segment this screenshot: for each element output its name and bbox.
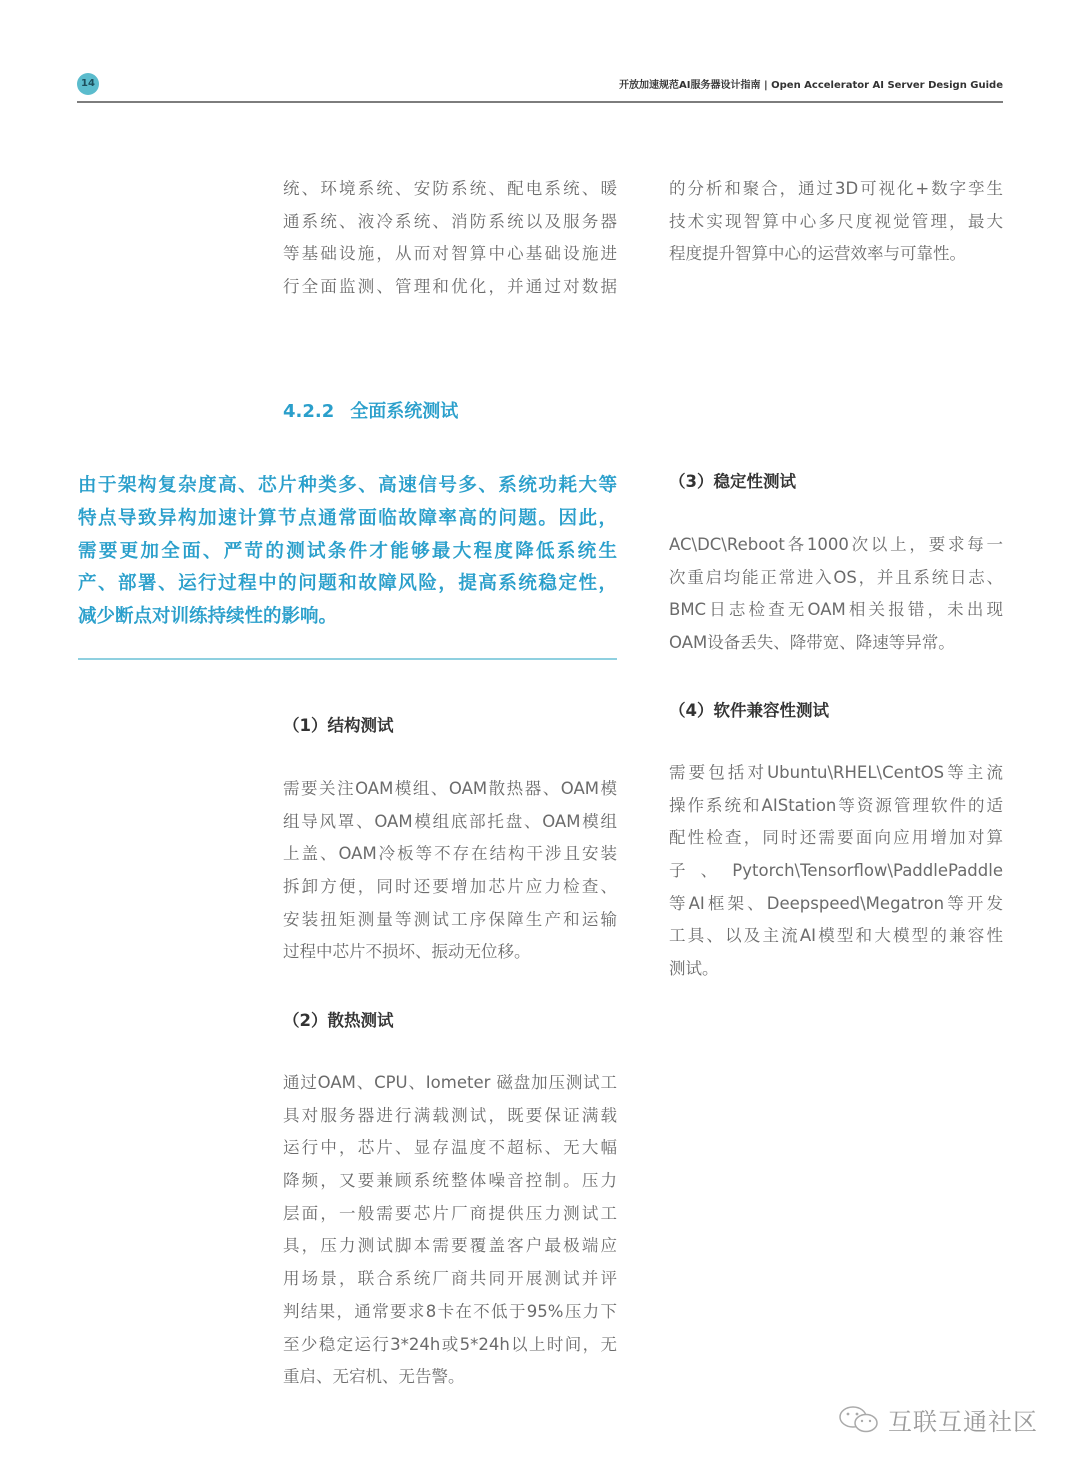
text-line: 需要包括对Ubuntu\RHEL\CentOS等主流 [669, 763, 1003, 782]
text-line: 降频，又要兼顾系统整体噪音控制。压力 [283, 1171, 617, 1191]
text-line: 至少稳定运行3*24h或5*24h以上时间，无 [283, 1334, 617, 1354]
text-line: 特点导致异构加速计算节点通常面临故障率高的问题。因此， [78, 507, 617, 529]
text-line: 配性检查，同时还需要面向应用增加对算 [669, 828, 1003, 848]
text-line: 组导风罩、OAM模组底部托盘、OAM模组 [283, 811, 617, 831]
text-line: 通系统、液冷系统、消防系统以及服务器 [283, 211, 617, 231]
text-line: 测试。 [669, 959, 719, 979]
text-line: 重启、无宕机、无告警。 [283, 1367, 465, 1387]
running-header-title: 开放加速规范AI服务器设计指南 | Open Accelerator AI Server Design Guide [619, 80, 1003, 91]
top-right-paragraph [669, 173, 1003, 271]
subsection-title-software-compat: （4）软件兼容性测试 [669, 701, 829, 720]
intro-highlight-paragraph [78, 470, 617, 634]
text-line: 子、Pytorch\Tensorflow\PaddlePaddle [669, 861, 1003, 881]
watermark [838, 1402, 1038, 1437]
text-line: AC\DC\Reboot各1000次以上，要求每一 [669, 535, 1003, 554]
section-heading [283, 397, 458, 423]
text-line: 由于架构复杂度高、芯片种类多、高速信号多、系统功耗大等 [78, 475, 617, 496]
text-line: 工具、以及主流AI模型和大模型的兼容性 [669, 926, 1003, 946]
text-line: 操作系统和AIStation等资源管理软件的适 [669, 795, 1003, 815]
text-line: 程度提升智算中心的运营效率与可靠性。 [669, 244, 966, 264]
text-line: 减少断点对训练持续性的影响。 [78, 606, 338, 628]
text-line: 具，压力测试脚本需要覆盖客户最极端应 [283, 1236, 617, 1256]
text-line: 等基础设施，从而对智算中心基础设施进 [283, 244, 617, 264]
text-line: 上盖、OAM冷板等不存在结构干涉且安装 [283, 844, 617, 864]
subsection-title-structure: （1）结构测试 [283, 716, 394, 735]
text-line: 具对服务器进行满载测试，既要保证满载 [283, 1105, 617, 1125]
subsection-title-stability: （3）稳定性测试 [669, 472, 796, 491]
text-line: 安装扭矩测量等测试工序保障生产和运输 [283, 909, 617, 929]
text-line: 统、环境系统、安防系统、配电系统、暖 [283, 179, 617, 198]
text-line: 次重启均能正常进入OS，并且系统日志、 [669, 567, 1003, 587]
text-line: OAM设备丢失、降带宽、降速等异常。 [669, 633, 955, 653]
text-line: 技术实现智算中心多尺度视觉管理，最大 [669, 211, 1003, 231]
text-line: 通过OAM、CPU、Iometer 磁盘加压测试工 [283, 1073, 617, 1092]
text-line: 产、部署、运行过程中的问题和故障风险，提高系统稳定性， [78, 573, 617, 595]
text-line: 层面，一般需要芯片厂商提供压力测试工 [283, 1203, 617, 1223]
section-number: 4.2.2 [283, 401, 335, 422]
text-line: 过程中芯片不损坏、振动无位移。 [283, 942, 531, 962]
header-rule [77, 101, 1003, 103]
text-line: 行全面监测、管理和优化，并通过对数据 [283, 277, 617, 297]
software-compat-paragraph [669, 757, 1003, 986]
subsection-title-thermal: （2）散热测试 [283, 1011, 394, 1030]
stability-test-paragraph [669, 529, 1003, 660]
structure-test-paragraph [283, 773, 617, 969]
section-divider [78, 658, 617, 660]
thermal-test-paragraph [283, 1067, 617, 1394]
text-line: 需要更加全面、严苛的测试条件才能够最大程度降低系统生 [78, 540, 617, 562]
section-title: 全面系统测试 [350, 401, 459, 422]
wechat-icon [838, 1405, 882, 1435]
page-number-badge: 14 [77, 73, 99, 95]
text-line: 拆卸方便，同时还要增加芯片应力检查、 [283, 877, 617, 897]
text-line: 的分析和聚合，通过3D可视化+数字孪生 [669, 179, 1003, 198]
text-line: 等AI框架、Deepspeed\Megatron等开发 [669, 893, 1003, 913]
text-line: BMC日志检查无OAM相关报错，未出现 [669, 600, 1003, 620]
text-line: 判结果，通常要求8卡在不低于95%压力下 [283, 1301, 617, 1321]
text-line: 需要关注OAM模组、OAM散热器、OAM模 [283, 779, 617, 798]
text-line: 用场景，联合系统厂商共同开展测试并评 [283, 1269, 617, 1289]
top-left-paragraph [283, 173, 617, 304]
text-line: 运行中，芯片、显存温度不超标、无大幅 [283, 1138, 617, 1158]
watermark-text: 互联互通社区 [888, 1408, 1038, 1436]
